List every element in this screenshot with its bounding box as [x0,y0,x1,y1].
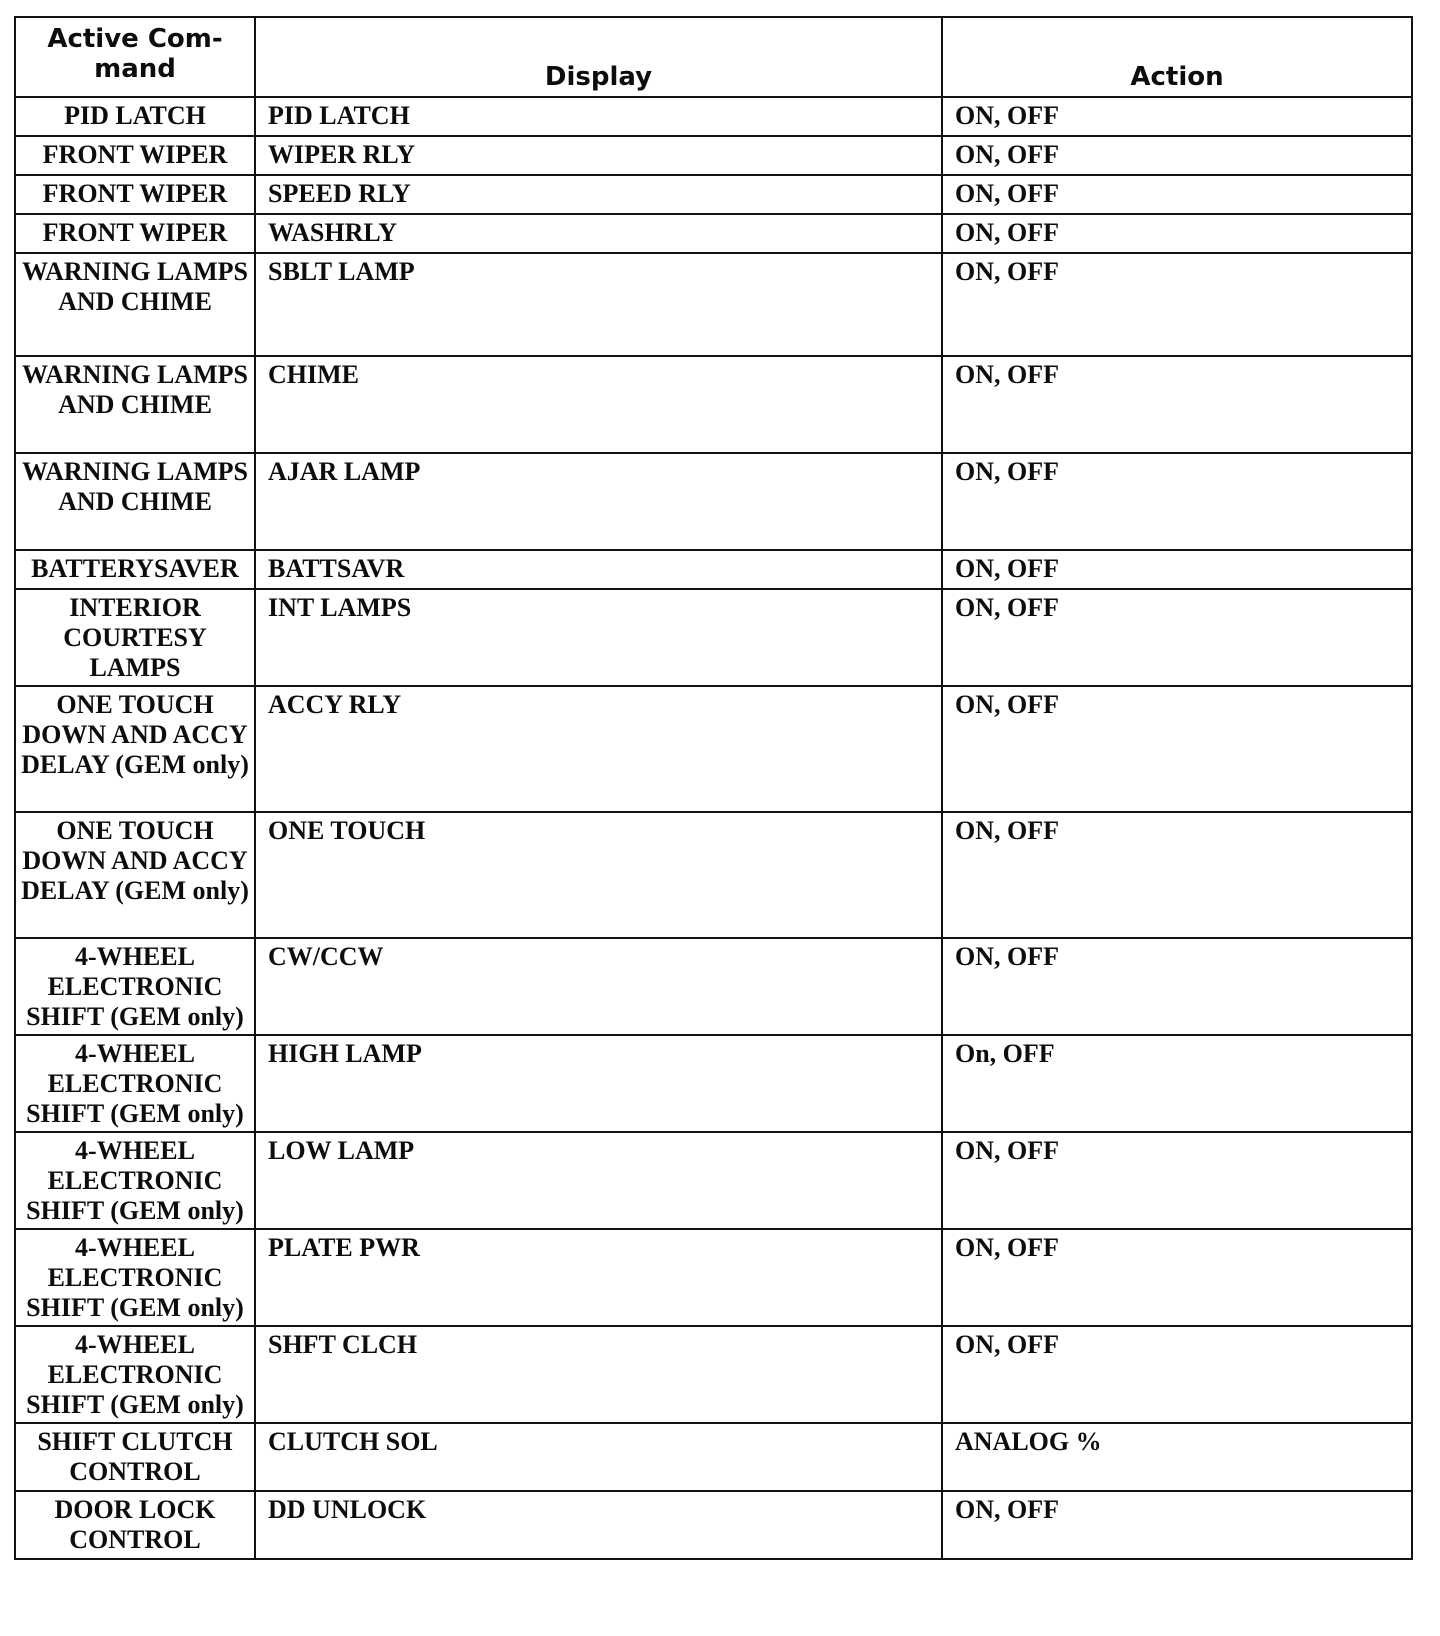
cell-display: AJAR LAMP [255,453,942,550]
cell-action: ON, OFF [942,136,1412,175]
table-row [15,589,1412,686]
cell-action: ON, OFF [942,97,1412,136]
cell-active-command: FRONT WIPER [15,214,255,253]
table-row [15,97,1412,136]
table-row [15,356,1412,453]
table-row [15,1326,1412,1423]
cell-active-command: WARNING LAMPS AND CHIME [15,453,255,550]
table-row [15,812,1412,938]
cell-action: ANALOG % [942,1423,1412,1491]
cell-display: LOW LAMP [255,1132,942,1229]
cell-action: ON, OFF [942,1132,1412,1229]
header-active-command: Active Com- mand [15,17,255,97]
table-row [15,453,1412,550]
cell-display: ACCY RLY [255,686,942,812]
cell-active-command: SHIFT CLUTCH CONTROL [15,1423,255,1491]
cell-active-command: PID LATCH [15,97,255,136]
table-row [15,136,1412,175]
header-row [15,17,1412,97]
table-row [15,253,1412,356]
table-row [15,1132,1412,1229]
cell-display: BATTSAVR [255,550,942,589]
cell-action: ON, OFF [942,214,1412,253]
cell-active-command: WARNING LAMPS AND CHIME [15,253,255,356]
cell-action: ON, OFF [942,1491,1412,1559]
cell-action: ON, OFF [942,589,1412,686]
table-row [15,1229,1412,1326]
cell-display: ONE TOUCH [255,812,942,938]
table-row [15,550,1412,589]
table-body [15,97,1412,1559]
cell-action: On, OFF [942,1035,1412,1132]
table-row [15,214,1412,253]
cell-display: INT LAMPS [255,589,942,686]
cell-action: ON, OFF [942,550,1412,589]
cell-action: ON, OFF [942,686,1412,812]
table-row [15,686,1412,812]
table-row [15,1423,1412,1491]
cell-action: ON, OFF [942,175,1412,214]
command-table-container [14,16,1411,1560]
cell-display: SBLT LAMP [255,253,942,356]
table-row [15,1035,1412,1132]
cell-active-command: FRONT WIPER [15,175,255,214]
cell-display: PID LATCH [255,97,942,136]
cell-active-command: 4-WHEEL ELECTRONIC SHIFT (GEM only) [15,1035,255,1132]
header-display: Display [255,17,942,97]
table-row [15,175,1412,214]
cell-action: ON, OFF [942,356,1412,453]
cell-active-command: INTERIOR COURTESY LAMPS [15,589,255,686]
cell-active-command: ONE TOUCH DOWN AND ACCY DELAY (GEM only) [15,812,255,938]
cell-active-command: BATTERYSAVER [15,550,255,589]
table-row [15,1491,1412,1559]
cell-display: HIGH LAMP [255,1035,942,1132]
cell-active-command: 4-WHEEL ELECTRONIC SHIFT (GEM only) [15,1326,255,1423]
active-command-table [14,16,1413,1560]
cell-display: CW/CCW [255,938,942,1035]
cell-active-command: WARNING LAMPS AND CHIME [15,356,255,453]
cell-display: PLATE PWR [255,1229,942,1326]
cell-active-command: FRONT WIPER [15,136,255,175]
cell-display: SPEED RLY [255,175,942,214]
cell-action: ON, OFF [942,253,1412,356]
cell-active-command: 4-WHEEL ELECTRONIC SHIFT (GEM only) [15,938,255,1035]
cell-display: DD UNLOCK [255,1491,942,1559]
header-action: Action [942,17,1412,97]
cell-action: ON, OFF [942,938,1412,1035]
cell-action: ON, OFF [942,812,1412,938]
cell-display: WASHRLY [255,214,942,253]
cell-display: CHIME [255,356,942,453]
cell-action: ON, OFF [942,1229,1412,1326]
cell-active-command: DOOR LOCK CONTROL [15,1491,255,1559]
cell-display: WIPER RLY [255,136,942,175]
cell-active-command: ONE TOUCH DOWN AND ACCY DELAY (GEM only) [15,686,255,812]
cell-action: ON, OFF [942,453,1412,550]
table-row [15,938,1412,1035]
cell-display: CLUTCH SOL [255,1423,942,1491]
cell-display: SHFT CLCH [255,1326,942,1423]
cell-action: ON, OFF [942,1326,1412,1423]
cell-active-command: 4-WHEEL ELECTRONIC SHIFT (GEM only) [15,1229,255,1326]
cell-active-command: 4-WHEEL ELECTRONIC SHIFT (GEM only) [15,1132,255,1229]
